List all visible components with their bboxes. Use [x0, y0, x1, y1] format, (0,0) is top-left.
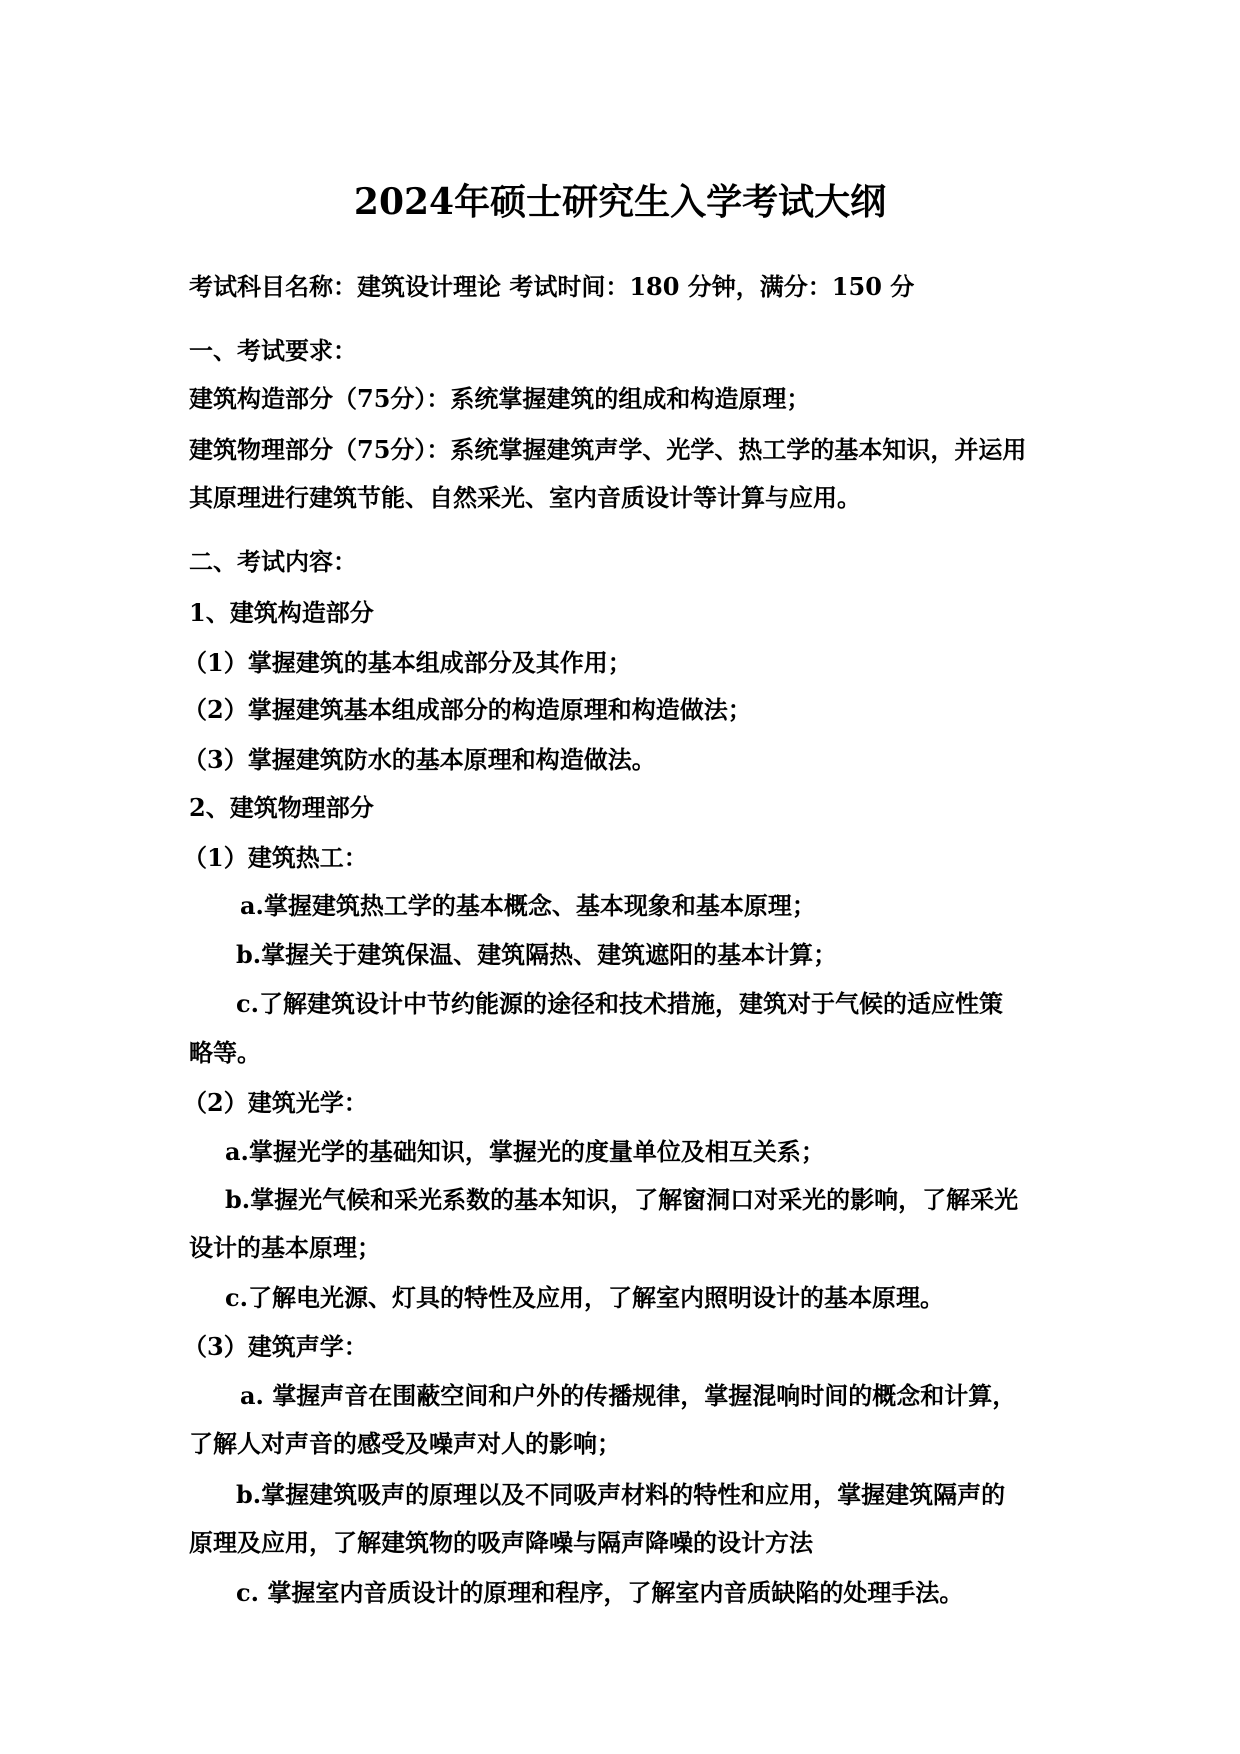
requirement-line: 其原理进行建筑节能、自然采光、室内音质设计等计算与应用。: [189, 483, 861, 512]
list-item: a.掌握光学的基础知识，掌握光的度量单位及相互关系；: [225, 1137, 825, 1166]
part2-heading: 2、建筑物理部分: [189, 793, 374, 822]
part1-heading: 1、建筑构造部分: [189, 598, 374, 627]
list-item-continuation: 原理及应用，了解建筑物的吸声降噪与隔声降噪的设计方法: [189, 1528, 813, 1557]
list-item: c.了解建筑设计中节约能源的途径和技术措施，建筑对于气候的适应性策: [236, 989, 1003, 1018]
list-item-continuation: 略等。: [189, 1038, 261, 1067]
subject-line: 考试科目名称：建筑设计理论 考试时间：180 分钟，满分：150 分: [189, 272, 915, 301]
section1-heading: 一、考试要求：: [189, 336, 357, 365]
acoustics-heading: （3）建筑声学：: [183, 1332, 368, 1361]
list-item: a.掌握建筑热工学的基本概念、基本现象和基本原理；: [240, 891, 816, 920]
thermal-heading: （1）建筑热工：: [183, 843, 368, 872]
section2-heading: 二、考试内容：: [189, 547, 357, 576]
list-item: c. 掌握室内音质设计的原理和程序，了解室内音质缺陷的处理手法。: [236, 1578, 964, 1607]
list-item: （3）掌握建筑防水的基本原理和构造做法。: [183, 745, 656, 774]
optics-heading: （2）建筑光学：: [183, 1088, 368, 1117]
list-item: b.掌握关于建筑保温、建筑隔热、建筑遮阳的基本计算；: [236, 940, 838, 969]
list-item: b.掌握光气候和采光系数的基本知识，了解窗洞口对采光的影响，了解采光: [225, 1185, 1019, 1214]
list-item: （2）掌握建筑基本组成部分的构造原理和构造做法；: [183, 695, 752, 724]
list-item-continuation: 了解人对声音的感受及噪声对人的影响；: [189, 1429, 621, 1458]
list-item: （1）掌握建筑的基本组成部分及其作用；: [183, 648, 632, 677]
requirement-line: 建筑物理部分（75分）：系统掌握建筑声学、光学、热工学的基本知识，并运用: [189, 435, 1027, 464]
requirement-line: 建筑构造部分（75分）：系统掌握建筑的组成和构造原理；: [189, 384, 811, 413]
list-item: b.掌握建筑吸声的原理以及不同吸声材料的特性和应用，掌握建筑隔声的: [236, 1480, 1006, 1509]
list-item-continuation: 设计的基本原理；: [189, 1233, 381, 1262]
list-item: c.了解电光源、灯具的特性及应用，了解室内照明设计的基本原理。: [225, 1283, 944, 1312]
document-title: 2024年硕士研究生入学考试大纲: [353, 181, 887, 223]
list-item: a. 掌握声音在围蔽空间和户外的传播规律，掌握混响时间的概念和计算，: [240, 1381, 1017, 1410]
